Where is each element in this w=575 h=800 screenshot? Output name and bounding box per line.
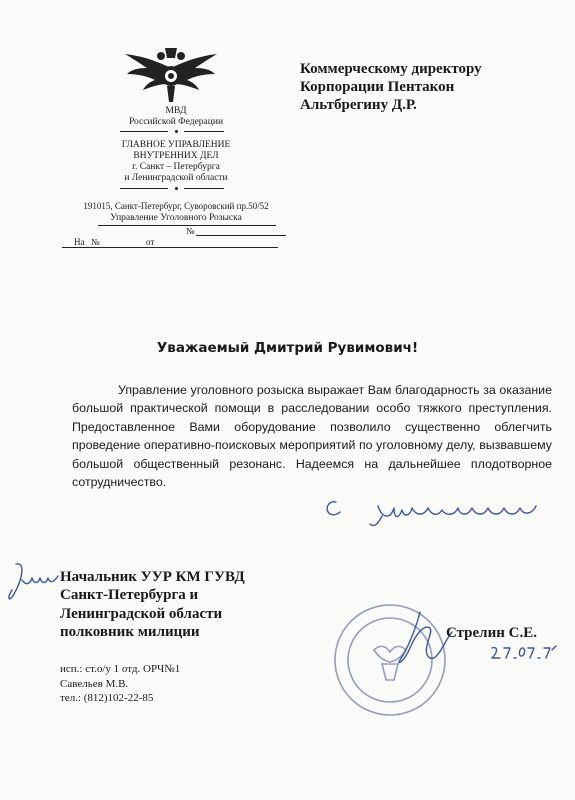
dept-line3: г. Санкт – Петербурга [132, 162, 220, 172]
executor-line1: исп.: ст.о/у 1 отд. ОРЧ№1 [60, 663, 181, 675]
recipient-line1: Коммерческому директору [300, 61, 482, 77]
signer-name: Стрелин С.Е. [446, 625, 537, 641]
recipient-block [300, 60, 560, 114]
ref-na-label: На [74, 237, 85, 247]
agency-country: Российской Федерации [128, 117, 224, 127]
recipient-line2: Корпорации Пентакон [300, 79, 455, 95]
greeting: Уважаемый Дмитрий Рувимович! [156, 340, 419, 356]
ref-no-label: № [91, 237, 100, 247]
divider [184, 131, 224, 132]
divider [184, 188, 224, 189]
signature-title-line4: полковник милиции [60, 623, 200, 640]
division-name: Управление Уголовного Розыска [110, 213, 242, 223]
agency-address: 191015, Санкт-Петербург, Суворовский пр.50/52 [83, 201, 269, 211]
divider-dot [175, 187, 178, 190]
executor-line3: тел.: (812)102-22-85 [60, 692, 154, 704]
dept-line1: ГЛАВНОЕ УПРАВЛЕНИЕ [121, 140, 231, 150]
number-line [196, 235, 286, 236]
ref-ot-label: от [146, 237, 155, 247]
divider [120, 131, 168, 132]
dept-line2: ВНУТРЕННИХ ДЕЛ [133, 151, 219, 161]
ref-line [62, 247, 278, 248]
agency-abbr: МВД [165, 106, 187, 116]
executor-block [60, 662, 180, 706]
signature-title [60, 568, 320, 641]
handwritten-date-icon [488, 642, 558, 666]
letter-body: Управление уголовного розыска выражает Вам благодарность за оказание большой практической помощи в расследовании особо тяжкого преступления. Предоставленное Вами оборудование позволило существенно облегчить проведение оперативно-поисковых мероприятий по уголовному делу, вызвавшему большой общественный резонанс. Надеемся на дальнейшее плодотворное сотрудничество. [72, 383, 552, 490]
handwritten-regards-icon [320, 488, 550, 528]
recipient-line3: Альтбрегину Д.Р. [300, 97, 417, 113]
divider [120, 188, 168, 189]
margin-initials-icon [2, 560, 62, 610]
executor-line2: Савельев М.В. [60, 677, 129, 690]
divider-dot [175, 130, 178, 133]
signature-title-line1: Начальник УУР КМ ГУВД [60, 569, 245, 585]
eagle-emblem-icon [121, 38, 221, 108]
signature-title-line3: Ленинградской области [60, 605, 223, 622]
number-mark: № [186, 226, 195, 236]
dept-line4: и Ленинградской области [124, 173, 228, 183]
signature-title-line2: Санкт-Петербурга и [60, 587, 199, 604]
